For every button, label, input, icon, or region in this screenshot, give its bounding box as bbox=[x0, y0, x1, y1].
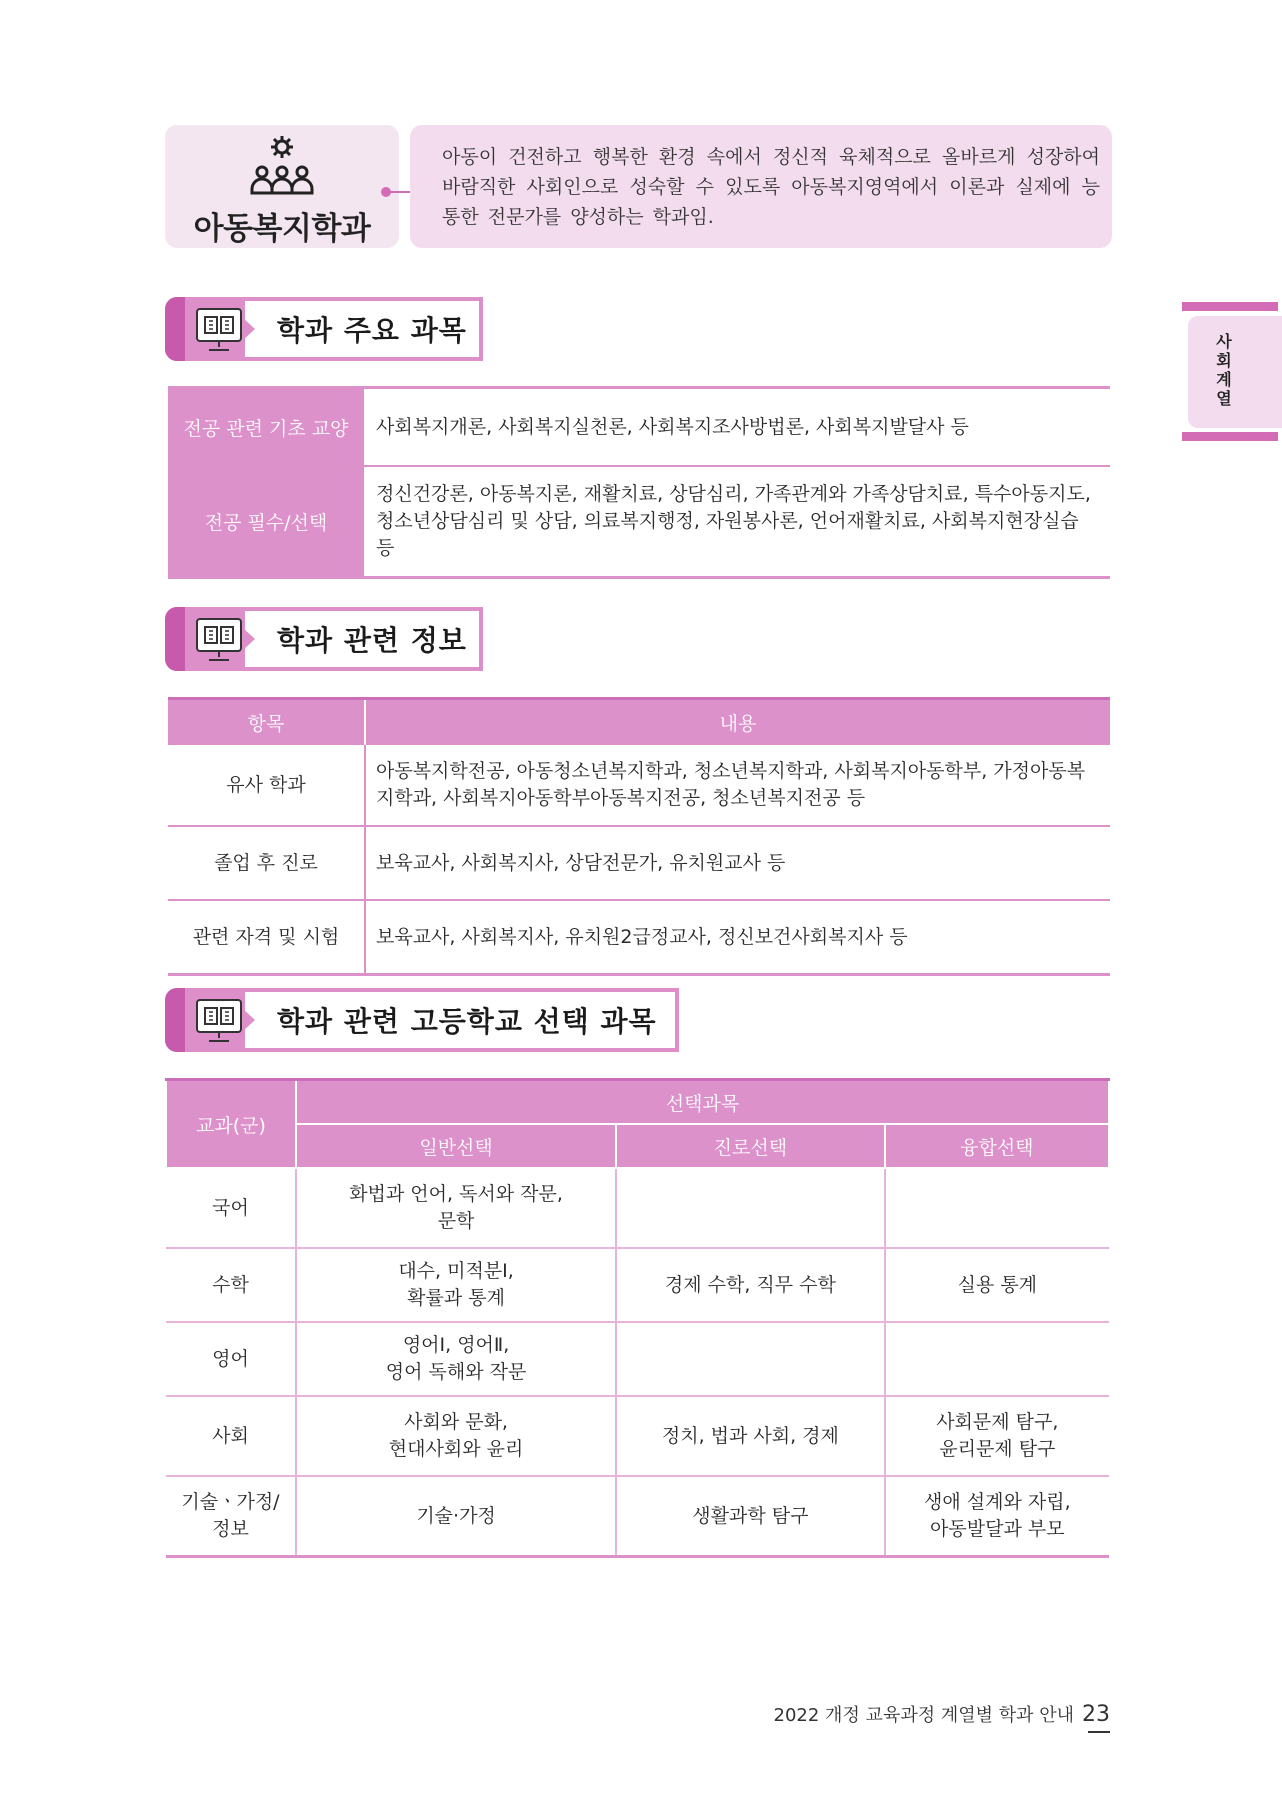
table-row bbox=[168, 900, 1110, 975]
section-header-major-courses bbox=[165, 297, 483, 361]
subject-cell: 수학 bbox=[166, 1248, 296, 1322]
monitor-book-icon bbox=[195, 617, 243, 663]
column-header: 일반선택 bbox=[296, 1124, 616, 1168]
career-cell bbox=[616, 1168, 885, 1248]
table-row bbox=[166, 1248, 1109, 1322]
general-cell: 사회와 문화, 현대사회와 윤리 bbox=[296, 1396, 616, 1476]
department-name: 아동복지학과 bbox=[193, 211, 371, 247]
general-cell: 영어Ⅰ, 영어Ⅱ, 영어 독해와 작문 bbox=[296, 1322, 616, 1396]
table-row bbox=[168, 826, 1110, 900]
monitor-book-icon bbox=[195, 307, 243, 353]
subject-cell: 국어 bbox=[166, 1168, 296, 1248]
row-value: 정신건강론, 아동복지론, 재활치료, 상담심리, 가족관계와 가족상담치료, 특수아동지도, 청소년상담심리 및 상담, 의료복지행정, 자원봉사론, 언어재활치료, 사회복지현장실습 등 bbox=[365, 466, 1110, 578]
row-label: 전공 관련 기초 교양 bbox=[168, 388, 365, 467]
subject-cell: 사회 bbox=[166, 1396, 296, 1476]
footer-text: 2022 개정 교육과정 계열별 학과 안내 bbox=[773, 1705, 1074, 1726]
major-courses-table bbox=[168, 386, 1110, 579]
career-cell: 정치, 법과 사회, 경제 bbox=[616, 1396, 885, 1476]
table-row bbox=[168, 388, 1110, 467]
career-cell: 생활과학 탐구 bbox=[616, 1476, 885, 1557]
fusion-cell: 생애 설계와 자립, 아동발달과 부모 bbox=[885, 1476, 1109, 1557]
side-tab-bottom-bar bbox=[1182, 432, 1278, 441]
row-value: 아동복지학전공, 아동청소년복지학과, 청소년복지학과, 사회복지아동학부, 가정아동복지학과, 사회복지아동학부아동복지전공, 청소년복지전공 등 bbox=[365, 745, 1110, 826]
table-row bbox=[166, 1322, 1109, 1396]
column-header-select: 선택과목 bbox=[296, 1080, 1109, 1125]
table-row bbox=[166, 1396, 1109, 1476]
table-header-row bbox=[166, 1080, 1109, 1125]
section-title: 학과 관련 고등학교 선택 과목 bbox=[277, 1005, 657, 1038]
row-label: 전공 필수/선택 bbox=[168, 466, 365, 578]
people-gear-icon bbox=[248, 135, 316, 197]
related-info-table bbox=[168, 697, 1110, 976]
department-card bbox=[165, 125, 399, 248]
general-cell: 화법과 언어, 독서와 작문, 문학 bbox=[296, 1168, 616, 1248]
fusion-cell: 실용 통계 bbox=[885, 1248, 1109, 1322]
section-header-hs-courses bbox=[165, 988, 679, 1052]
column-header: 융합선택 bbox=[885, 1124, 1109, 1168]
table-header-row bbox=[168, 699, 1110, 746]
table-row bbox=[166, 1476, 1109, 1557]
page-number-underline bbox=[1088, 1731, 1110, 1733]
department-description: 아동이 건전하고 행복한 환경 속에서 정신적 육체적으로 올바르게 성장하여 바람직한 사회인으로 성숙할 수 있도록 아동복지영역에서 이론과 실제에 능통한 전문가를 양성하는 학과임. bbox=[442, 146, 1100, 228]
section-title: 학과 관련 정보 bbox=[277, 624, 467, 657]
subject-cell: 영어 bbox=[166, 1322, 296, 1396]
career-cell bbox=[616, 1322, 885, 1396]
fusion-cell bbox=[885, 1168, 1109, 1248]
section-title: 학과 주요 과목 bbox=[277, 314, 467, 347]
section-header-related-info bbox=[165, 607, 483, 671]
general-cell: 기술·가정 bbox=[296, 1476, 616, 1557]
side-tab-label: 사 회 계 열 bbox=[1216, 332, 1232, 408]
row-label: 유사 학과 bbox=[168, 745, 365, 826]
fusion-cell bbox=[885, 1322, 1109, 1396]
column-header: 내용 bbox=[365, 699, 1110, 746]
hs-courses-table bbox=[165, 1078, 1110, 1558]
general-cell: 대수, 미적분Ⅰ, 확률과 통계 bbox=[296, 1248, 616, 1322]
column-header: 항목 bbox=[168, 699, 365, 746]
row-value: 보육교사, 사회복지사, 상담전문가, 유치원교사 등 bbox=[365, 826, 1110, 900]
row-value: 보육교사, 사회복지사, 유치원2급정교사, 정신보건사회복지사 등 bbox=[365, 900, 1110, 975]
monitor-book-icon bbox=[195, 998, 243, 1044]
department-description-card bbox=[410, 125, 1112, 248]
side-tab-social[interactable] bbox=[1188, 316, 1282, 428]
row-value: 사회복지개론, 사회복지실천론, 사회복지조사방법론, 사회복지발달사 등 bbox=[365, 388, 1110, 467]
fusion-cell: 사회문제 탐구, 윤리문제 탐구 bbox=[885, 1396, 1109, 1476]
row-label: 졸업 후 진로 bbox=[168, 826, 365, 900]
column-header: 진로선택 bbox=[616, 1124, 885, 1168]
page-number: 23 bbox=[1082, 1702, 1110, 1727]
column-header-subject: 교과(군) bbox=[166, 1080, 296, 1169]
page-footer bbox=[774, 1701, 1110, 1727]
table-row bbox=[168, 745, 1110, 826]
side-tab-top-bar bbox=[1182, 302, 1278, 311]
table-row bbox=[166, 1168, 1109, 1248]
subject-cell: 기술ㆍ가정/ 정보 bbox=[166, 1476, 296, 1557]
row-label: 관련 자격 및 시험 bbox=[168, 900, 365, 975]
table-row bbox=[168, 466, 1110, 578]
career-cell: 경제 수학, 직무 수학 bbox=[616, 1248, 885, 1322]
table-subheader-row bbox=[166, 1124, 1109, 1168]
